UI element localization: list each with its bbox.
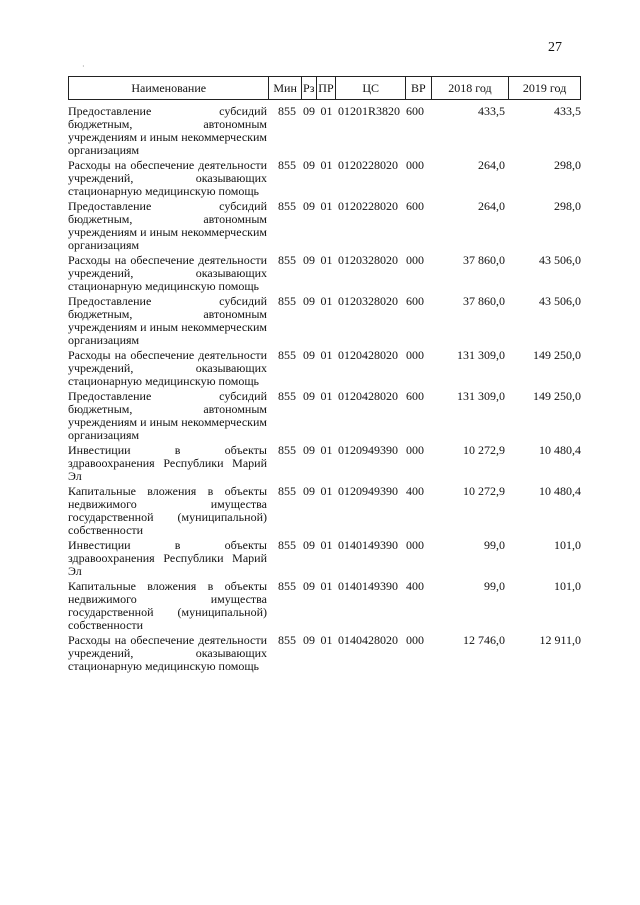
cell-pr: 01 — [320, 538, 333, 552]
cell-vr: 600 — [406, 199, 424, 213]
cell-2019: 149 250,0 — [533, 389, 581, 403]
cell-2019: 298,0 — [554, 199, 581, 213]
header-vr: ВР — [406, 77, 432, 99]
scan-mark: · — [82, 62, 85, 71]
budget-table — [68, 76, 581, 675]
table-row — [68, 485, 581, 537]
cell-2018: 264,0 — [478, 158, 505, 172]
cell-2018: 37 860,0 — [463, 294, 505, 308]
cell-vr: 400 — [406, 579, 424, 593]
cell-cs: 0140149390 — [338, 538, 398, 552]
cell-pr: 01 — [320, 579, 333, 593]
table-row — [68, 295, 581, 347]
cell-pr: 01 — [320, 348, 333, 362]
cell-2018: 37 860,0 — [463, 253, 505, 267]
cell-name: Капитальные вложения в объекты недвижимого имущества государственной (муниципальной) собственности — [68, 484, 267, 537]
cell-name: Предоставление субсидий бюджетным, автономным учреждениям и иным некоммерческим организациям — [68, 104, 267, 157]
cell-vr: 600 — [406, 104, 424, 118]
cell-pr: 01 — [320, 104, 333, 118]
cell-vr: 400 — [406, 484, 424, 498]
cell-min: 855 — [278, 443, 296, 457]
table-row — [68, 159, 581, 198]
table-row — [68, 390, 581, 442]
table-row — [68, 254, 581, 293]
cell-name: Предоставление субсидий бюджетным, автономным учреждениям и иным некоммерческим организациям — [68, 294, 267, 347]
table-row — [68, 105, 581, 157]
cell-cs: 0140149390 — [338, 579, 398, 593]
cell-min: 855 — [278, 579, 296, 593]
header-cs: ЦС — [336, 77, 406, 99]
cell-pr: 01 — [320, 199, 333, 213]
cell-pr: 01 — [320, 633, 333, 647]
table-row — [68, 200, 581, 252]
cell-vr: 000 — [406, 633, 424, 647]
cell-name: Инвестиции в объекты здравоохранения Республики Марий Эл — [68, 538, 267, 578]
cell-min: 855 — [278, 633, 296, 647]
cell-2018: 99,0 — [484, 538, 505, 552]
cell-vr: 600 — [406, 389, 424, 403]
cell-cs: 0140428020 — [338, 633, 398, 647]
cell-rz: 09 — [303, 579, 315, 593]
cell-rz: 09 — [303, 633, 315, 647]
cell-2019: 149 250,0 — [533, 348, 581, 362]
header-2019: 2019 год — [509, 77, 581, 99]
cell-2018: 99,0 — [484, 579, 505, 593]
cell-cs: 0120328020 — [338, 253, 398, 267]
cell-rz: 09 — [303, 484, 315, 498]
cell-vr: 000 — [406, 348, 424, 362]
header-pr: ПР — [317, 77, 337, 99]
table-row — [68, 634, 581, 673]
cell-vr: 000 — [406, 443, 424, 457]
cell-pr: 01 — [320, 294, 333, 308]
cell-pr: 01 — [320, 253, 333, 267]
table-row — [68, 539, 581, 578]
cell-name: Инвестиции в объекты здравоохранения Республики Марий Эл — [68, 443, 267, 483]
cell-vr: 000 — [406, 158, 424, 172]
cell-name: Капитальные вложения в объекты недвижимого имущества государственной (муниципальной) собственности — [68, 579, 267, 632]
cell-2018: 433,5 — [478, 104, 505, 118]
cell-cs: 0120428020 — [338, 348, 398, 362]
cell-name: Расходы на обеспечение деятельности учреждений, оказывающих стационарную медицинскую помощь — [68, 348, 267, 388]
cell-cs: 0120228020 — [338, 158, 398, 172]
cell-name: Предоставление субсидий бюджетным, автономным учреждениям и иным некоммерческим организациям — [68, 199, 267, 252]
cell-2018: 131 309,0 — [457, 348, 505, 362]
cell-pr: 01 — [320, 443, 333, 457]
cell-2019: 43 506,0 — [539, 294, 581, 308]
cell-rz: 09 — [303, 104, 315, 118]
cell-name: Предоставление субсидий бюджетным, автономным учреждениям и иным некоммерческим организациям — [68, 389, 267, 442]
cell-cs: 01201R3820 — [338, 104, 401, 118]
cell-min: 855 — [278, 294, 296, 308]
cell-2019: 10 480,4 — [539, 443, 581, 457]
cell-min: 855 — [278, 253, 296, 267]
cell-2019: 101,0 — [554, 538, 581, 552]
cell-2018: 264,0 — [478, 199, 505, 213]
page-number: 27 — [548, 40, 562, 55]
header-2018: 2018 год — [432, 77, 510, 99]
cell-cs: 0120428020 — [338, 389, 398, 403]
cell-rz: 09 — [303, 348, 315, 362]
cell-2019: 433,5 — [554, 104, 581, 118]
cell-rz: 09 — [303, 294, 315, 308]
cell-cs: 0120949390 — [338, 484, 398, 498]
cell-rz: 09 — [303, 199, 315, 213]
table-row — [68, 349, 581, 388]
header-rz: Рз — [302, 77, 317, 99]
cell-2018: 131 309,0 — [457, 389, 505, 403]
table-body — [68, 105, 581, 673]
cell-pr: 01 — [320, 389, 333, 403]
header-name: Наименование — [68, 77, 269, 99]
cell-name: Расходы на обеспечение деятельности учреждений, оказывающих стационарную медицинскую помощь — [68, 253, 267, 293]
cell-2019: 10 480,4 — [539, 484, 581, 498]
cell-name: Расходы на обеспечение деятельности учреждений, оказывающих стационарную медицинскую помощь — [68, 158, 267, 198]
table-row — [68, 444, 581, 483]
cell-rz: 09 — [303, 389, 315, 403]
header-min: Мин — [269, 77, 301, 99]
cell-2018: 10 272,9 — [463, 443, 505, 457]
cell-2018: 12 746,0 — [463, 633, 505, 647]
cell-vr: 600 — [406, 294, 424, 308]
cell-vr: 000 — [406, 538, 424, 552]
cell-min: 855 — [278, 484, 296, 498]
cell-min: 855 — [278, 199, 296, 213]
cell-2019: 43 506,0 — [539, 253, 581, 267]
cell-2019: 101,0 — [554, 579, 581, 593]
cell-min: 855 — [278, 389, 296, 403]
cell-rz: 09 — [303, 538, 315, 552]
cell-name: Расходы на обеспечение деятельности учреждений, оказывающих стационарную медицинскую помощь — [68, 633, 267, 673]
cell-min: 855 — [278, 538, 296, 552]
cell-2019: 12 911,0 — [539, 633, 581, 647]
cell-2019: 298,0 — [554, 158, 581, 172]
cell-cs: 0120949390 — [338, 443, 398, 457]
table-row — [68, 580, 581, 632]
cell-2018: 10 272,9 — [463, 484, 505, 498]
cell-min: 855 — [278, 348, 296, 362]
cell-rz: 09 — [303, 443, 315, 457]
cell-vr: 000 — [406, 253, 424, 267]
cell-pr: 01 — [320, 484, 333, 498]
cell-min: 855 — [278, 104, 296, 118]
table-header — [68, 76, 581, 100]
cell-cs: 0120228020 — [338, 199, 398, 213]
cell-rz: 09 — [303, 253, 315, 267]
cell-cs: 0120328020 — [338, 294, 398, 308]
cell-rz: 09 — [303, 158, 315, 172]
cell-pr: 01 — [320, 158, 333, 172]
cell-min: 855 — [278, 158, 296, 172]
